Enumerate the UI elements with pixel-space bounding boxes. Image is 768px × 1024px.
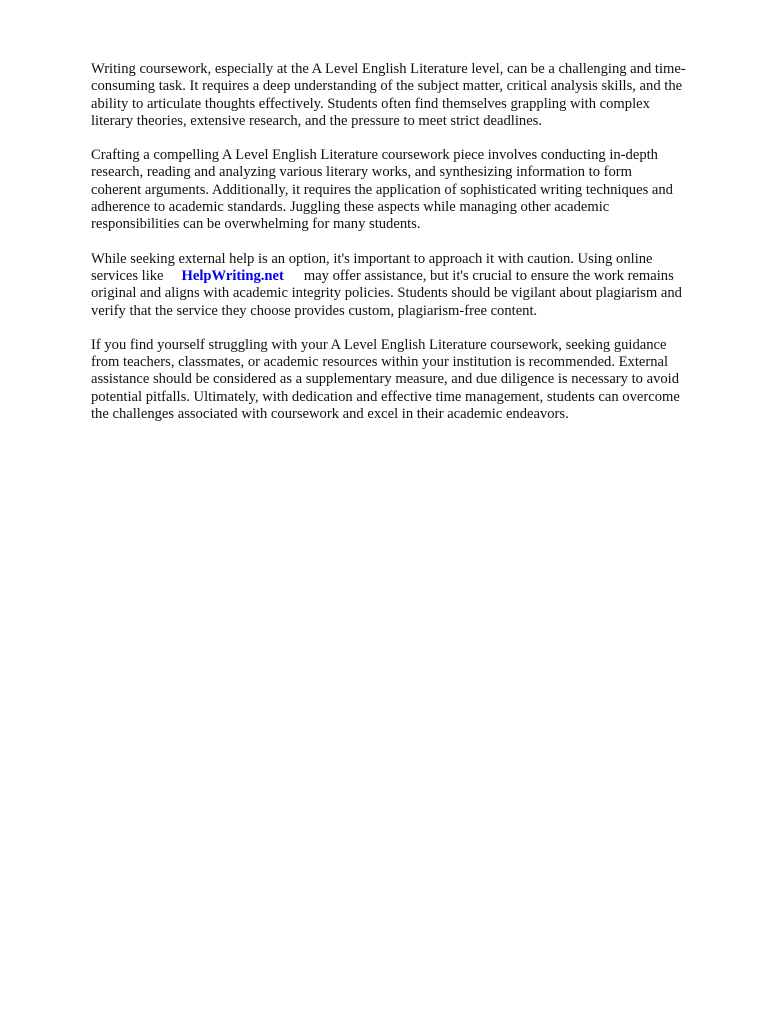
text-line: While seeking external help is an option, it's important to approach it with caution. Using online [91, 250, 653, 267]
paragraph-external-help [91, 251, 731, 320]
paragraph-intro [91, 61, 731, 130]
text-line: assistance should be considered as a supplementary measure, and due diligence is necessary to avoid [91, 371, 680, 388]
text-fragment: services like [91, 267, 164, 284]
text-line: literary theories, extensive research, and the pressure to meet strict deadlines. [91, 112, 543, 129]
text-line: the challenges associated with coursework and excel in their academic endeavors. [91, 406, 569, 423]
text-line: coherent arguments. Additionally, it requires the application of sophisticated writing techniques and [91, 181, 673, 198]
paragraph-crafting [91, 147, 731, 233]
text-line: consuming task. It requires a deep understanding of the subject matter, critical analysis skills, and the [91, 78, 683, 95]
text-line: potential pitfalls. Ultimately, with dedication and effective time management, students can overcome [91, 388, 680, 405]
text-line: If you find yourself struggling with your A Level English Literature coursework, seeking guidance [91, 336, 667, 353]
text-line: research, reading and analyzing various literary works, and synthesizing information to form [91, 164, 633, 181]
text-line: original and aligns with academic integrity policies. Students should be vigilant about plagiarism and [91, 285, 682, 302]
paragraph-conclusion [91, 337, 731, 423]
text-fragment: may offer assistance, but it's crucial to ensure the work remains [303, 267, 674, 284]
text-line: Writing coursework, especially at the A Level English Literature level, can be a challenging and time- [91, 61, 686, 77]
text-line-with-link [91, 268, 674, 284]
text-line: responsibilities can be overwhelming for many students. [91, 216, 421, 233]
text-line: ability to articulate thoughts effectively. Students often find themselves grappling with complex [91, 95, 650, 112]
helpwriting-link[interactable]: HelpWriting.net [181, 267, 284, 284]
text-line: adherence to academic standards. Juggling these aspects while managing other academic [91, 199, 610, 216]
text-line: Crafting a compelling A Level English Literature coursework piece involves conducting in-depth [91, 147, 658, 164]
text-line: from teachers, classmates, or academic resources within your institution is recommended. External [91, 354, 669, 371]
document-body [91, 61, 731, 440]
text-line: verify that the service they choose provides custom, plagiarism-free content. [91, 302, 538, 319]
